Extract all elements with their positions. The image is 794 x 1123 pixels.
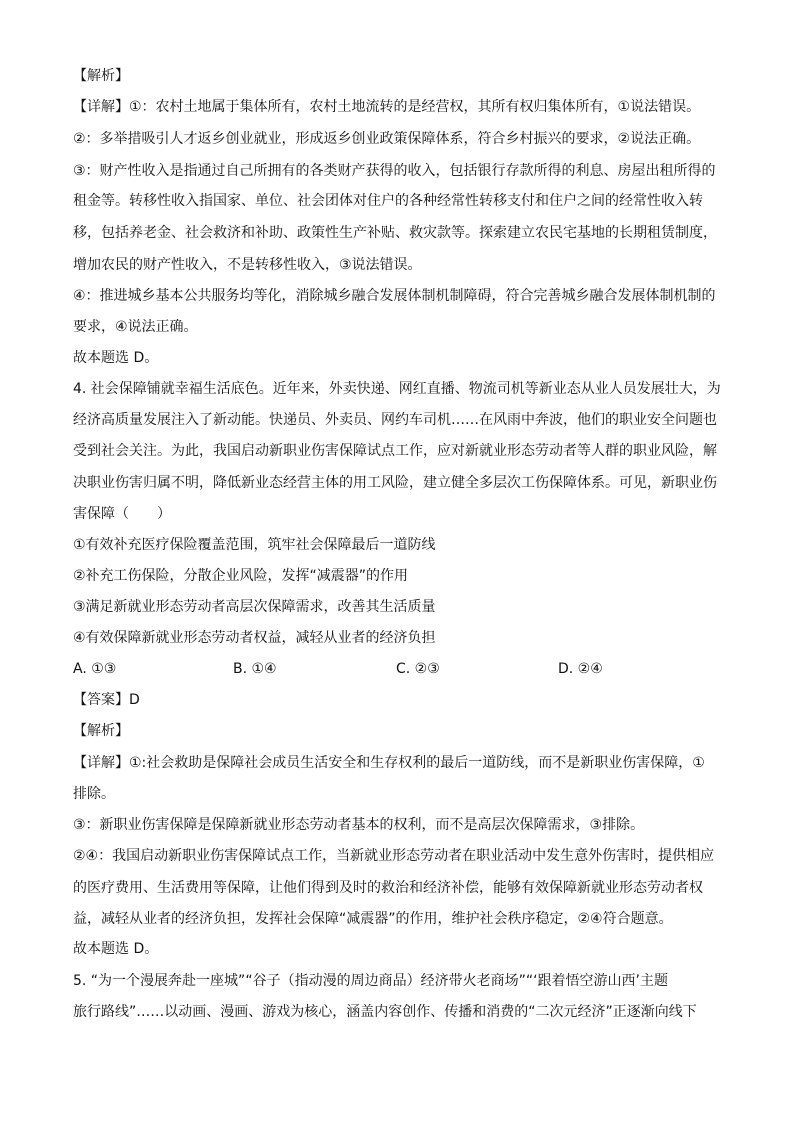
detail2-line-1: 【详解】①:社会救助是保障社会成员生活安全和生存权利的最后一道防线，而不是新职业伤害保障，① — [73, 755, 705, 771]
detail-line-4: 租金等。转移性收入指国家、单位、社会团体对住户的各种经常性转移支付和住户之间的经常性收入转 — [73, 193, 703, 209]
detail2-line-4: ②④：我国启动新职业伤害保障试点工作，当新就业形态劳动者在职业活动中发生意外伤害时，提供相应 — [73, 848, 715, 864]
question-4-line-5: 害保障（ ） — [73, 506, 171, 522]
detail2-line-3: ③：新职业伤害保障是保障新就业形态劳动者基本的权利，而不是高层次保障需求，③排除。 — [73, 817, 645, 833]
option-b: B. ①④ — [233, 661, 277, 677]
question-5-line-2: 旅行路线”……以动画、漫画、游戏为核心，涵盖内容创作、传播和消费的“二次元经济”正逐渐向线下 — [73, 1004, 697, 1020]
statement-1: ①有效补充医疗保险覆盖范围，筑牢社会保障最后一道防线 — [73, 537, 436, 553]
statement-4: ④有效保障新就业形态劳动者权益，减轻从业者的经济负担 — [73, 630, 436, 646]
analysis-heading-2: 【解析】 — [73, 723, 129, 739]
option-d: D. ②④ — [558, 661, 603, 677]
question-4-line-1: 4. 社会保障铺就幸福生活底色。近年来，外卖快递、网红直播、物流司机等新业态从业人员发展壮大，为 — [73, 381, 721, 397]
detail2-line-2: 排除。 — [73, 786, 115, 802]
question-4-line-4: 决职业伤害归属不明，降低新业态经营主体的用工风险，建立健全多层次工伤保障体系。可见，新职业伤 — [73, 475, 717, 491]
statement-2: ②补充工伤保险，分散企业风险，发挥“减震器”的作用 — [73, 568, 409, 584]
detail-line-7: ④：推进城乡基本公共服务均等化，消除城乡融合发展体制机制障碍，符合完善城乡融合发展体制机制的 — [73, 288, 716, 304]
analysis-heading-1: 【解析】 — [73, 68, 129, 84]
detail-line-1: 【详解】①：农村土地属于集体所有，农村土地流转的是经营权，其所有权归集体所有，①说法错误。 — [73, 99, 701, 115]
option-a: A. ①③ — [73, 661, 117, 677]
question-4-line-3: 受到社会关注。为此，我国启动新职业伤害保障试点工作，应对新就业形态劳动者等人群的职业风险，解 — [73, 443, 717, 459]
answer-line: 【答案】D — [73, 692, 140, 708]
question-4-line-2: 经济高质量发展注入了新动能。快递员、外卖员、网约车司机……在风雨中奔波，他们的职业安全问题也 — [73, 412, 717, 428]
option-c: C. ②③ — [396, 661, 440, 677]
statement-3: ③满足新就业形态劳动者高层次保障需求，改善其生活质量 — [73, 599, 436, 615]
question-5-line-1: 5. “为一个漫展奔赴一座城”“谷子（指动漫的周边商品）经济带火老商场”“‘跟着悟空游山西’主题 — [73, 973, 668, 989]
detail2-line-6: 益，减轻从业者的经济负担，发挥社会保障“减震器”的作用，维护社会秩序稳定，②④符合题意。 — [73, 911, 673, 927]
conclusion-line-1: 故本题选 D。 — [73, 350, 159, 366]
detail-line-2: ②：多举措吸引人才返乡创业就业，形成返乡创业政策保障体系，符合乡村振兴的要求，②说法正确。 — [73, 131, 701, 147]
detail2-line-5: 的医疗费用、生活费用等保障，让他们得到及时的救治和经济补偿，能够有效保障新就业形态劳动者权 — [73, 880, 703, 896]
detail-line-6: 增加农民的财产性收入，不是转移性收入，③说法错误。 — [73, 257, 422, 273]
detail-line-3: ③：财产性收入是指通过自己所拥有的各类财产获得的收入，包括银行存款所得的利息、房屋出租所得的 — [73, 163, 716, 179]
detail-line-8: 要求，④说法正确。 — [73, 319, 198, 335]
conclusion-line-2: 故本题选 D。 — [73, 941, 159, 957]
detail-line-5: 移，包括养老金、社会救济和补助、政策性生产补贴、救灾款等。探索建立农民宅基地的长期租赁制度， — [73, 225, 717, 241]
